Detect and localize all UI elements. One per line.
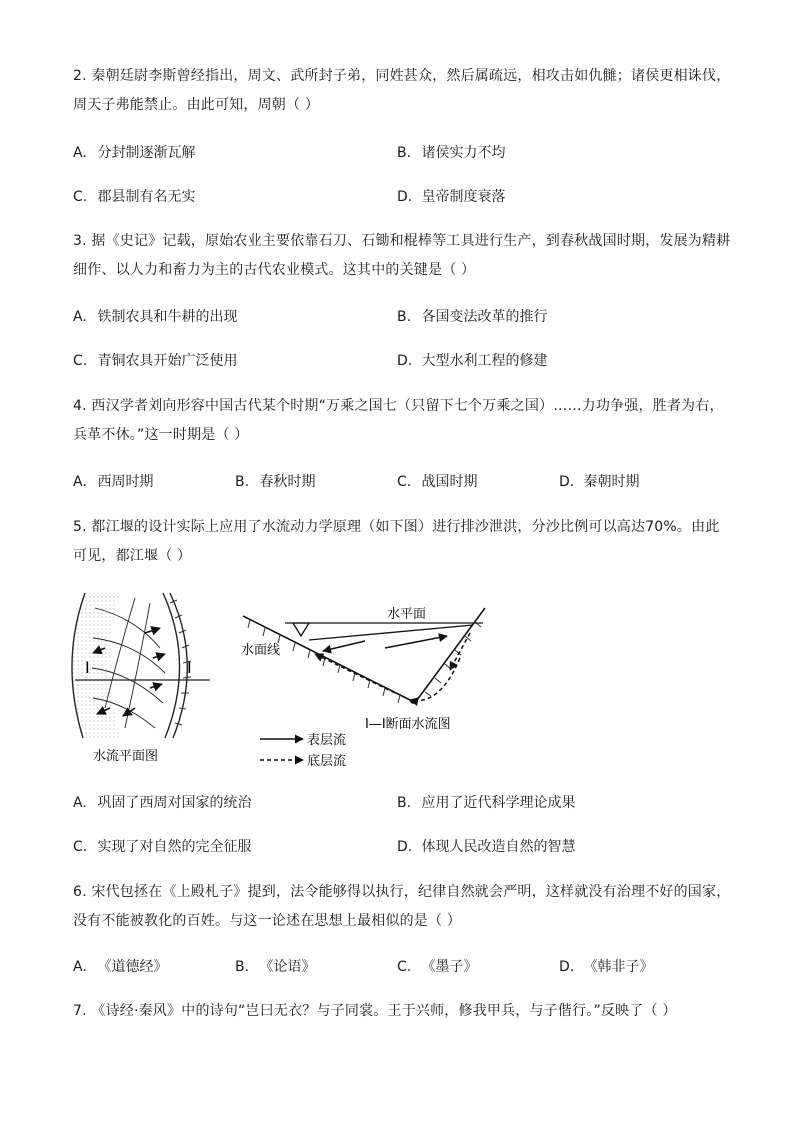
- question-3-option-b[interactable]: [397, 307, 547, 327]
- option-text: 各国变法改革的推行: [421, 309, 548, 325]
- question-4-option-a[interactable]: [73, 472, 153, 492]
- option-text: 《韩非子》: [583, 959, 654, 975]
- question-2-option-d[interactable]: [397, 187, 505, 207]
- question-6-stem: 6. 宋代包拯在《上殿札子》提到，法令能够得以执行，纪律自然就会严明，这样就没有治理不好的国家，没有不能被教化的百姓。与这一论述在思想上最相似的是（ ）: [73, 884, 731, 929]
- option-text: 郡县制有名无实: [97, 189, 196, 205]
- question-5-option-a[interactable]: [73, 793, 251, 813]
- option-key: D.: [397, 189, 413, 205]
- option-text: 战国时期: [421, 474, 478, 490]
- option-text: 《道德经》: [97, 959, 168, 975]
- question-2-option-a[interactable]: [73, 143, 195, 163]
- option-text: 《墨子》: [421, 959, 478, 975]
- option-text: 分封制逐渐瓦解: [97, 145, 196, 161]
- plan-view-caption: 水流平面图: [93, 749, 159, 764]
- option-key: D.: [397, 839, 413, 855]
- waterline-label: 水面线: [241, 643, 281, 658]
- question-2-option-c[interactable]: [73, 187, 195, 207]
- option-text: 大型水利工程的修建: [421, 353, 548, 369]
- option-key: C.: [73, 189, 88, 205]
- option-text: 春秋时期: [259, 474, 316, 490]
- option-key: B.: [235, 959, 250, 975]
- water-surface-label: 水平面: [387, 607, 427, 622]
- option-text: 《论语》: [259, 959, 316, 975]
- option-key: A.: [73, 309, 87, 325]
- question-5-option-d[interactable]: [397, 837, 575, 857]
- option-key: D.: [559, 959, 575, 975]
- question-3-option-a[interactable]: [73, 307, 237, 327]
- question-4-stem: 4. 西汉学者刘向形容中国古代某个时期“万乘之国七（只留下七个万乘之国）……力功争强，胜者为右，兵革不休。”这一时期是（ ）: [73, 398, 724, 443]
- question-5-option-c[interactable]: [73, 837, 251, 857]
- question-3-option-d[interactable]: [397, 351, 547, 371]
- legend-surface-flow: 表层流: [307, 733, 347, 748]
- question-6-option-c[interactable]: [397, 957, 477, 977]
- option-text: 诸侯实力不均: [421, 145, 506, 161]
- option-text: 铁制农具和牛耕的出现: [97, 309, 238, 325]
- option-key: C.: [73, 839, 88, 855]
- question-3-option-c[interactable]: [73, 351, 237, 371]
- option-key: B.: [397, 795, 412, 811]
- plan-view-diagram: [72, 593, 210, 764]
- question-4-option-c[interactable]: [397, 472, 477, 492]
- option-key: B.: [235, 474, 250, 490]
- question-7-stem: 7. 《诗经·秦风》中的诗句“岂曰无衣？与子同裳。王于兴师，修我甲兵，与子偕行。”反映了（ ）: [73, 1003, 677, 1019]
- question-6-option-a[interactable]: [73, 957, 167, 977]
- question-2-option-b[interactable]: [397, 143, 505, 163]
- option-key: C.: [397, 474, 412, 490]
- option-key: C.: [397, 959, 412, 975]
- question-3-stem: 3. 据《史记》记载，原始农业主要依靠石刀、石锄和棍棒等工具进行生产，到春秋战国时期，发展为精耕细作、以人力和畜力为主的古代农业模式。这其中的关键是（ ）: [73, 233, 731, 278]
- option-key: B.: [397, 145, 412, 161]
- question-6-option-d[interactable]: [559, 957, 653, 977]
- question-5-option-b[interactable]: [397, 793, 575, 813]
- question-4-option-b[interactable]: [235, 472, 315, 492]
- option-text: 体现人民改造自然的智慧: [421, 839, 576, 855]
- option-key: C.: [73, 353, 88, 369]
- question-2-stem: 2. 秦朝廷尉李斯曾经指出，周文、武所封子弟，同姓甚众，然后属疏远，相攻击如仇雠；诸侯更相诛伐，周天子弗能禁止。由此可知，周朝（ ）: [73, 68, 731, 113]
- option-key: B.: [397, 309, 412, 325]
- legend-bottom-flow: 底层流: [307, 754, 347, 769]
- option-text: 西周时期: [97, 474, 154, 490]
- option-key: A.: [73, 474, 87, 490]
- option-key: D.: [559, 474, 575, 490]
- section-mark-left: I: [85, 658, 90, 677]
- option-text: 巩固了西周对国家的统治: [97, 795, 252, 811]
- option-text: 青铜农具开始广泛使用: [97, 353, 238, 369]
- option-text: 皇帝制度衰落: [421, 189, 506, 205]
- option-key: A.: [73, 145, 87, 161]
- option-text: 应用了近代科学理论成果: [421, 795, 576, 811]
- question-5-stem: 5. 都江堰的设计实际上应用了水流动力学原理（如下图）进行排沙泄洪，分沙比例可以高达70%。由此可见，都江堰（ ）: [73, 519, 720, 564]
- option-key: A.: [73, 959, 87, 975]
- option-text: 秦朝时期: [583, 474, 640, 490]
- water-flow-figure: [65, 588, 505, 773]
- option-key: D.: [397, 353, 413, 369]
- question-6-option-b[interactable]: [235, 957, 315, 977]
- cross-section-diagram: [241, 606, 485, 769]
- section-caption: I—I断面水流图: [365, 717, 451, 732]
- option-text: 实现了对自然的完全征服: [97, 839, 252, 855]
- question-4-option-d[interactable]: [559, 472, 639, 492]
- section-mark-right: I: [187, 658, 192, 677]
- option-key: A.: [73, 795, 87, 811]
